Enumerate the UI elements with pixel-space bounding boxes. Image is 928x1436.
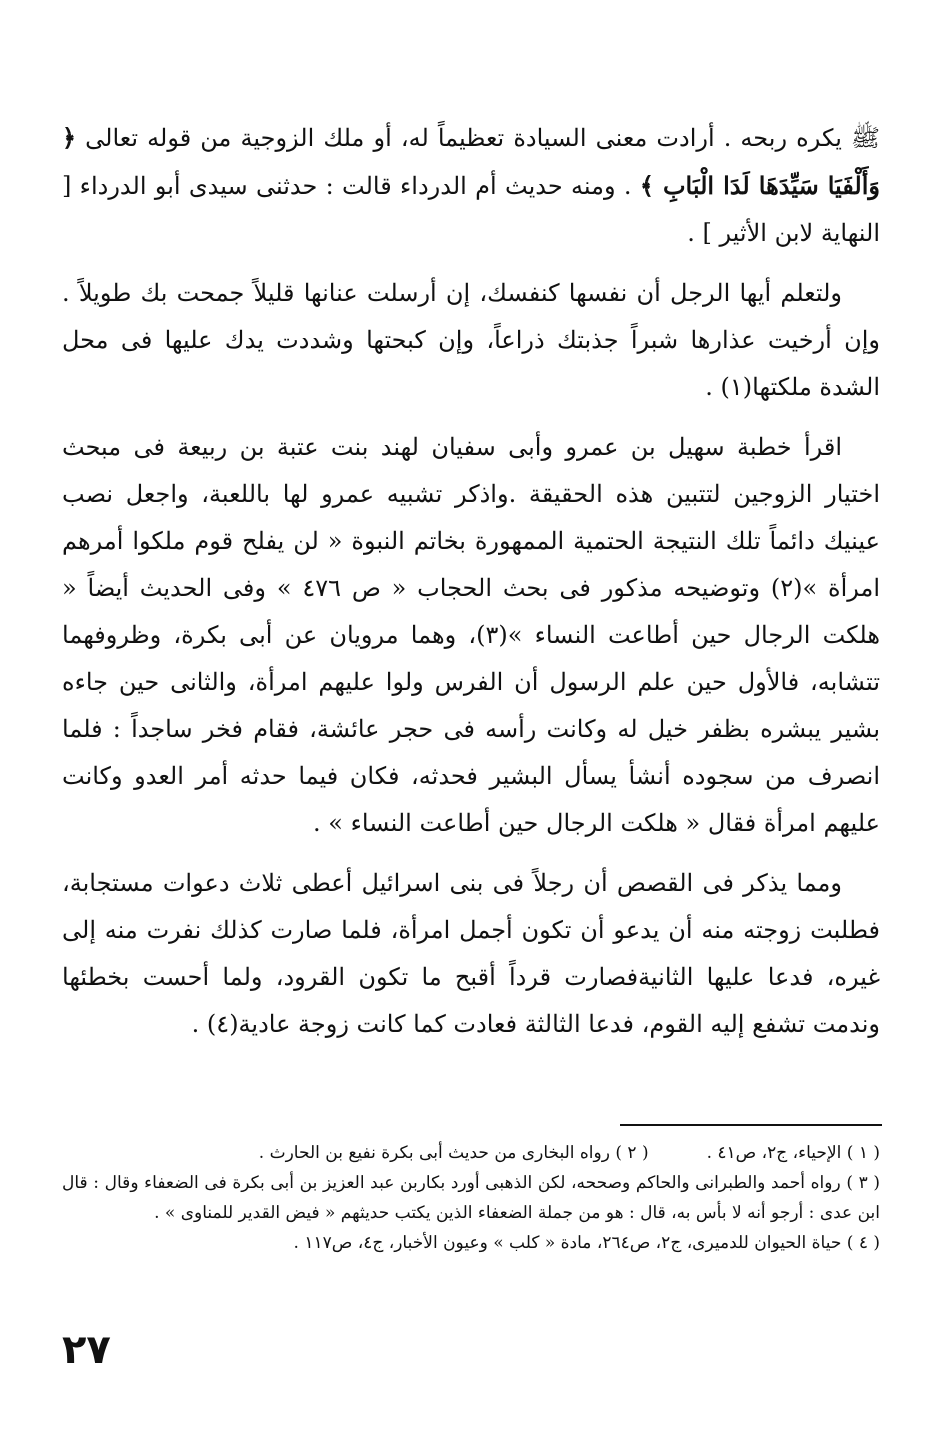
footnote-row-1 xyxy=(62,1138,880,1168)
quran-verse: ﴿ وَأَلْفَيَا سَيِّدَهَا لَدَا الْبَابِ ﴾ xyxy=(62,123,880,200)
footnotes xyxy=(62,1138,880,1258)
footnote-divider xyxy=(620,1124,882,1126)
paragraph-4: ومما يذكر فى القصص أن رجلاً فى بنى اسرائيل أعطى ثلاث دعوات مستجابة، فطلبت زوجته منه أن يدعو أن تكون أجمل امرأة، فلما صارت كذلك نفرت منه إلى غيره، فدعا عليها الثانيةفصارت قرداً أقبح ما تكون القرود، ولما أحست بخطئها وندمت تشفع إليه القوم، فدعا الثالثة فعادت كما كانت زوجة عادية(٤) . xyxy=(62,869,880,1038)
footnote-2: ( ٢ ) رواه البخارى من حديث أبى بكرة نفيع بن الحارث . xyxy=(258,1143,649,1163)
paragraph-3: اقرأ خطبة سهيل بن عمرو وأبى سفيان لهند بنت عتبة بن ربيعة فى مبحث اختيار الزوجين لتتبين هذه الحقيقة .واذكر تشبيه عمرو لها باللعبة، واجعل نصب عينيك دائماً تلك النتيجة الحتمية الممهورة بخاتم النبوة « لن يفلح قوم ملكوا أمرهم امرأة »(٢) وتوضيحه مذكور فى بحث الحجاب « ص ٤٧٦ » وفى الحديث أيضاً « هلكت الرجال حين أطاعت النساء »(٣)، وهما مرويان عن أبى بكرة، وظروفهما تتشابه، فالأول حين علم الرسول أن الفرس ولوا عليهم امرأة، والثانى حين جاءه بشير يبشره بظفر خيل له وكانت رأسه فى حجر عائشة، فقام فخر ساجداً : فلما انصرف من سجوده أنشأ يسأل البشير فحدثه، فكان فيما حدثه أمر العدو وكانت عليهم امرأة فقال « هلكت الرجال حين أطاعت النساء » . xyxy=(62,433,880,837)
paragraph-1 xyxy=(62,114,880,257)
main-text xyxy=(62,114,880,1061)
footnote-4: ( ٤ ) حياة الحيوان للدميرى، ج٢، ص٢٦٤، مادة « كلب » وعيون الأخبار، ج٤، ص١١٧ . xyxy=(293,1233,880,1253)
footnote-1: ( ١ ) الإحياء، ج٢، ص٤١ . xyxy=(706,1143,880,1163)
paragraph-1-post: . ومنه حديث أم الدرداء قالت : حدثنى سيدى أبو الدرداء [ النهاية لابن الأثير ] . xyxy=(62,172,880,247)
paragraph-2: ولتعلم أيها الرجل أن نفسها كنفسك، إن أرسلت عنانها قليلاً جمحت بك طويلاً . وإن أرخيت عذارها شبراً جذبتك ذراعاً، وإن كبحتها وشددت يدك عليها فى محل الشدة ملكتها(١) . xyxy=(62,279,880,401)
footnote-3: ( ٣ ) رواه أحمد والطبرانى والحاكم وصححه، لكن الذهبى أورد بكاربن عبد العزيز بن أبى بكرة فى الضعفاء وقال : قال ابن عدى : أرجو أنه لا بأس به، قال : هو من جملة الضعفاء الذين يكتب حديثهم « فيض القدير للمناوى » . xyxy=(62,1173,881,1223)
page-number: ٢٧ xyxy=(62,1327,111,1373)
paragraph-1-pre: ﷺ يكره ربحه . أرادت معنى السيادة تعظيماً له، أو ملك الزوجية من قوله تعالى xyxy=(76,124,880,152)
